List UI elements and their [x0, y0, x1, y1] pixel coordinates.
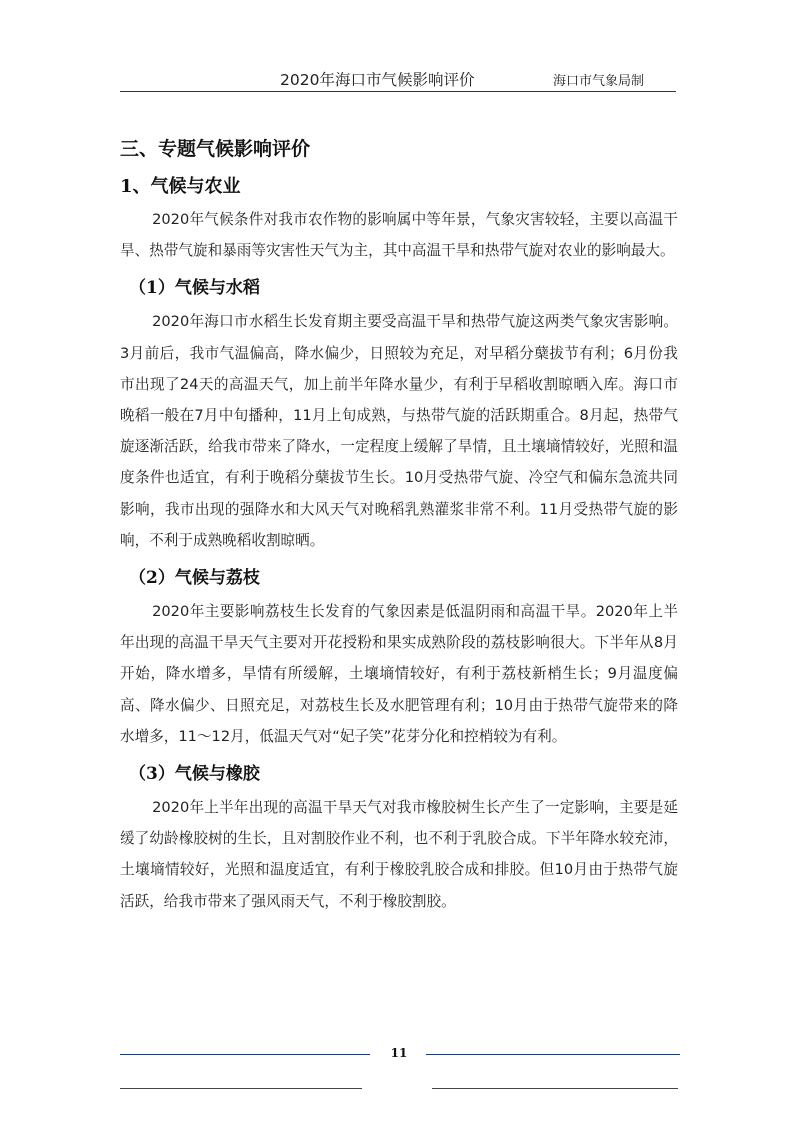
document-body: [120, 132, 678, 917]
heading-lychee: （2）气候与荔枝: [129, 568, 260, 589]
page-number: 11: [390, 1046, 408, 1060]
heading-rice: （1）气候与水稻: [129, 278, 260, 299]
heading-rubber: （3）气候与橡胶: [129, 764, 260, 785]
page-header: [120, 64, 676, 91]
paragraph-lychee: 2020年主要影响荔枝生长发育的气象因素是低温阴雨和高温干旱。2020年上半年出现的高温干旱天气主要对开花授粉和果实成熟阶段的荔枝影响很大。下半年从8月开始，降水增多，旱情有所缓解，土壤墒情较好，有利于荔枝新梢生长；9月温度偏高、降水偏少、日照充足，对荔枝生长及水肥管理有利；10月由于热带气旋带来的降水增多，11～12月，低温天气对“妃子笑”花芽分化和控梢较为有利。: [120, 603, 678, 745]
header-divider: [120, 91, 676, 92]
footer-line-right: [432, 1088, 678, 1089]
section-title: 三、专题气候影响评价: [120, 138, 311, 160]
header-title: 2020年海口市气候影响评价: [280, 71, 475, 89]
paragraph-rice: 2020年海口市水稻生长发育期主要受高温干旱和热带气旋这两类气象灾害影响。3月前后，我市气温偏高，降水偏少，日照较为充足，对早稻分蘖拔节有利；6月份我市出现了24天的高温天气，加上前半年降水量少，有利于早稻收割晾晒入库。海口市晚稻一般在7月中旬播种，11月上旬成熟，与热带气旋的活跃期重合。8月起，热带气旋逐渐活跃，给我市带来了降水，一定程度上缓解了旱情，且土壤墒情较好，光照和温度条件也适宜，有利于晚稻分蘖拔节生长。10月受热带气旋、冷空气和偏东急流共同影响，我市出现的强降水和大风天气对晚稻乳熟灌浆非常不利。11月受热带气旋的影响，不利于成熟晚稻收割晾晒。: [120, 313, 678, 549]
subsection-title-agriculture: 1、气候与农业: [120, 176, 241, 197]
paragraph-agriculture-intro: 2020年气候条件对我市农作物的影响属中等年景，气象灾害较轻，主要以高温干旱、热带气旋和暴雨等灾害性天气为主，其中高温干旱和热带气旋对农业的影响最大。: [120, 211, 678, 260]
footer-divider-right: [426, 1054, 680, 1055]
header-organization: 海口市气象局制: [553, 74, 645, 89]
paragraph-rubber: 2020年上半年出现的高温干旱天气对我市橡胶树生长产生了一定影响，主要是延缓了幼龄橡胶树的生长，且对割胶作业不利，也不利于乳胶合成。下半年降水较充沛，土壤墒情较好，光照和温度适宜，有利于橡胶乳胶合成和排胶。但10月由于热带气旋活跃，给我市带来了强风雨天气，不利于橡胶割胶。: [120, 799, 678, 910]
footer-divider-left: [120, 1054, 370, 1055]
footer-line-left: [120, 1088, 362, 1089]
